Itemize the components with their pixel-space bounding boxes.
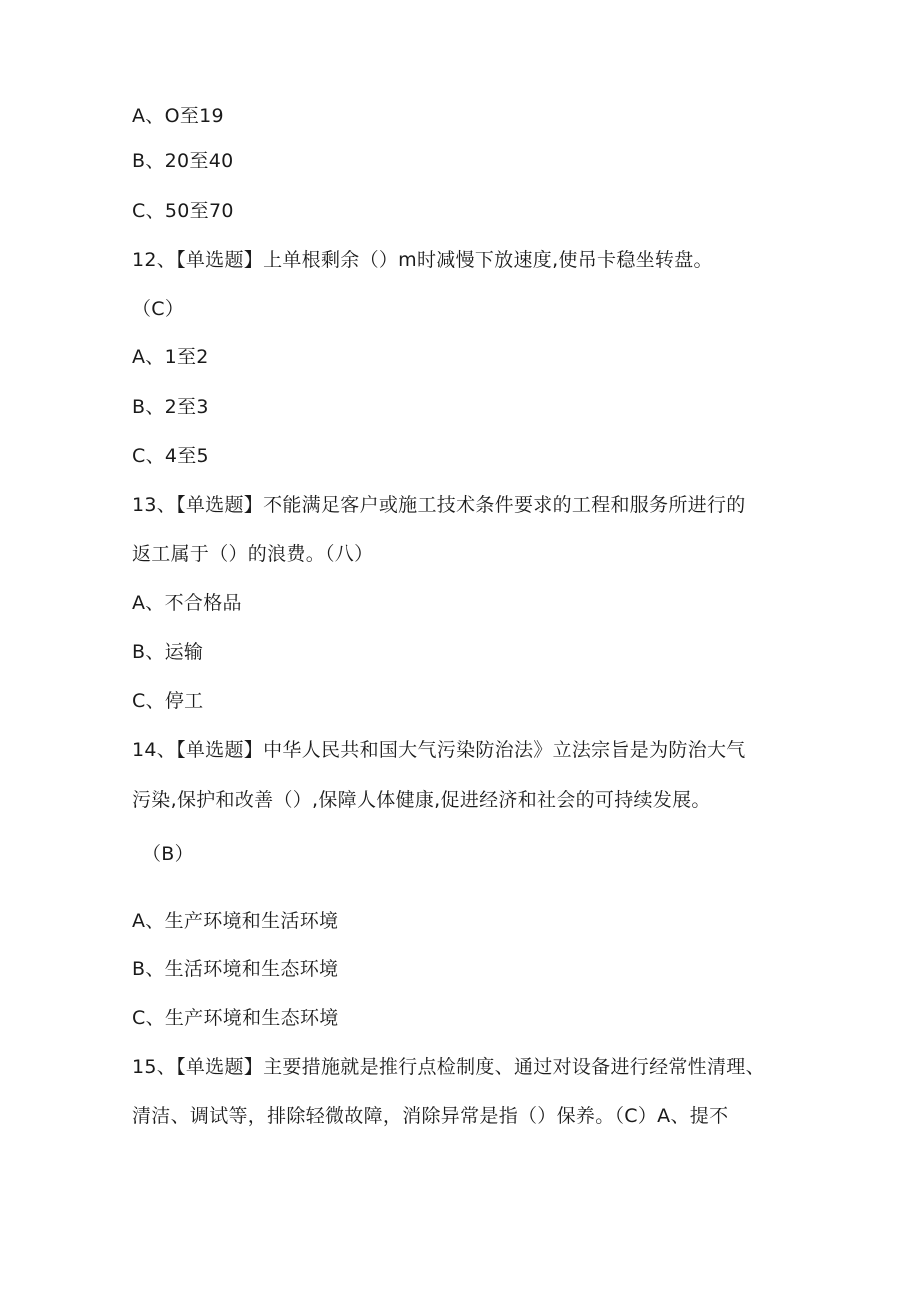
question-15-text-line2: 清洁、调试等，排除轻微故障，消除异常是指（）保养。（C）A、提不 [132,1105,729,1127]
question-14-text-line2: 污染,保护和改善（）,保障人体健康,促进经济和社会的可持续发展。 [132,789,711,811]
question-13-text-line1: 13、【单选题】不能满足客户或施工技术条件要求的工程和服务所进行的 [132,494,746,516]
question-14-answer: （B） [142,843,194,865]
option-c-q12: C、4至5 [132,445,209,467]
option-c-q13: C、停工 [132,690,204,712]
option-b-q13: B、运输 [132,641,204,663]
option-a-q13: A、不合格品 [132,592,242,614]
option-a-q12: A、1至2 [132,346,209,368]
question-12-answer: （C） [132,298,185,320]
option-b-q11: B、20至40 [132,150,234,172]
option-a-q11: A、O至19 [132,105,224,127]
question-14-text-line1: 14、【单选题】中华人民共和国大气污染防治法》立法宗旨是为防治大气 [132,739,746,761]
option-b-q12: B、2至3 [132,396,209,418]
option-c-q14: C、生产环境和生态环境 [132,1007,339,1029]
option-a-q14: A、生产环境和生活环境 [132,910,339,932]
option-b-q14: B、生活环境和生态环境 [132,958,339,980]
option-c-q11: C、50至70 [132,200,234,222]
question-13-text-line2: 返工属于（）的浪费。（八） [132,543,374,565]
question-15-text-line1: 15、【单选题】主要措施就是推行点检制度、通过对设备进行经常性清理、 [132,1056,765,1078]
question-12-text: 12、【单选题】上单根剩余（）m时减慢下放速度,使吊卡稳坐转盘。 [132,249,713,271]
